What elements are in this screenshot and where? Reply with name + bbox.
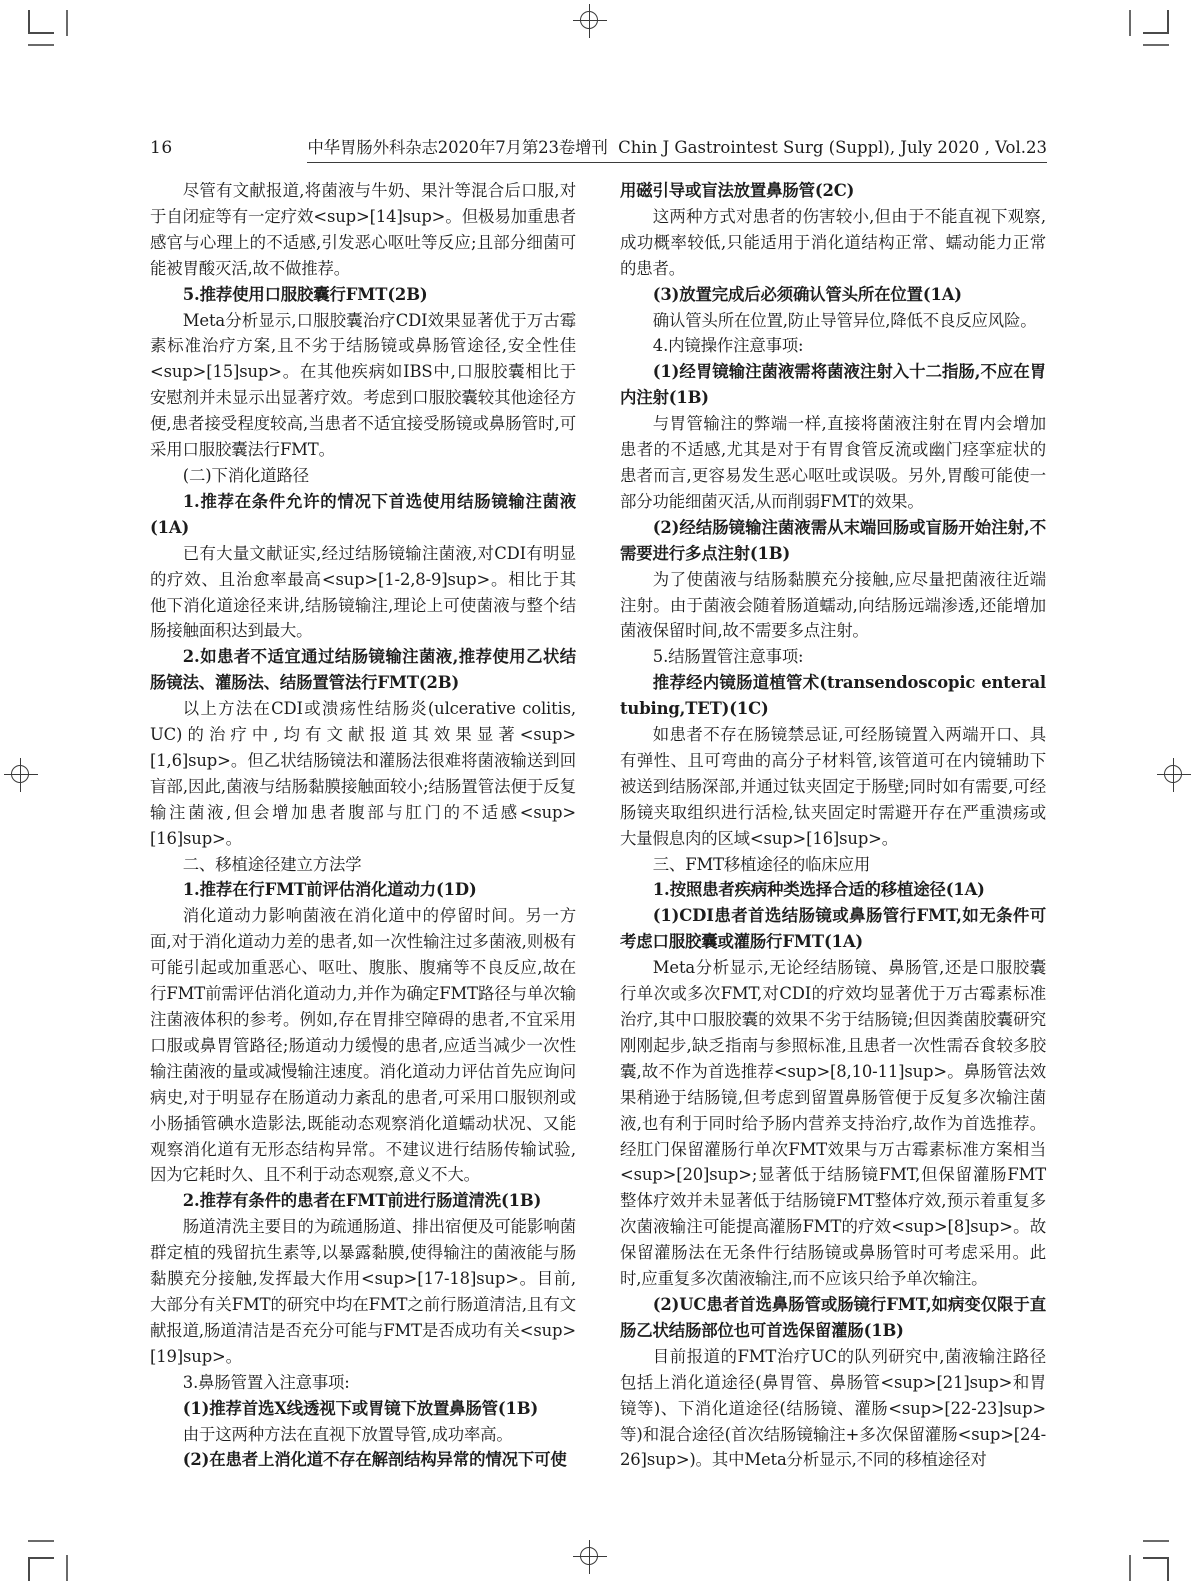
paragraph: 确认管头所在位置,防止导管异位,降低不良反应风险。 (652, 310, 1037, 330)
section-heading: (2)在患者上消化道不存在解剖结构异常的情况下可使 (182, 1450, 567, 1470)
crop-mark-bottom-right (1143, 1555, 1169, 1581)
running-head (307, 134, 1047, 163)
paragraph: 由于这两种方法在直视下放置导管,成功率高。 (182, 1424, 513, 1444)
paragraph: 为了使菌液与结肠黏膜充分接触,应尽量把菌液往近端注射。由于菌液会随着肠道蠕动,向结肠远端渗透,还能增加菌液保留时间,故不需要多点注射。 (620, 569, 1046, 641)
section-heading: (3)放置完成后必须确认管头所在位置(1A) (652, 284, 962, 304)
registration-mark-bottom (573, 1540, 607, 1574)
section-heading: 1.推荐在条件允许的情况下首选使用结肠镜输注菌液(1A) (150, 491, 576, 537)
section-heading: 3.鼻肠管置入注意事项: (182, 1372, 350, 1392)
crop-tick-top-right-2 (1143, 44, 1169, 46)
registration-mark-right (1157, 758, 1191, 792)
paragraph: 与胃管输注的弊端一样,直接将菌液注射在胃内会增加患者的不适感,尤其是对于有胃食管反流或幽门痉挛症状的患者而言,更容易发生恶心呕吐或误吸。另外,胃酸可能使一部分功能细菌灭活,从而削弱FMT的效果。 (620, 414, 1046, 511)
crop-mark-top-left (28, 10, 54, 36)
crop-mark-top-right (1143, 10, 1169, 36)
section-heading: 推荐经内镜肠道植管术(transendoscopic enteral tubing,TET)(1C) (620, 673, 1047, 719)
paragraph: Meta分析显示,无论经结肠镜、鼻肠管,还是口服胶囊行单次或多次FMT,对CDI的疗效均显著优于万古霉素标准治疗,其中口服胶囊的效果不劣于结肠镜;但因粪菌胶囊研究刚刚起步,缺乏指南与参照标准,且患者一次性需吞食较多胶囊,故不作为首选推荐<sup>[8,10-11]sup>。鼻肠管法效果稍逊于结肠镜,但考虑到留置鼻肠管便于反复多次输注菌液,也有利于同时给予肠内营养支持治疗,故作为首选推荐。经肛门保留灌肠行单次FMT效果与万古霉素标准方案相当<sup>[20]sup>;显著低于结肠镜FMT,但保留灌肠FMT整体疗效并未显著低于结肠镜FMT整体疗效,预示着重复多次菌液输注可能提高灌肠FMT的疗效<sup>[8]sup>。故保留灌肠法在无条件行结肠镜或鼻肠管时可考虑采用。此时,应重复多次菌液输注,而不应该只给予单次输注。 (620, 958, 1046, 1289)
section-heading: 2.如患者不适宜通过结肠镜输注菌液,推荐使用乙状结肠镜法、灌肠法、结肠置管法行FMT(2B) (150, 647, 576, 693)
section-heading: 1.推荐在行FMT前评估消化道动力(1D) (182, 880, 477, 900)
section-heading: 1.按照患者疾病种类选择合适的移植途径(1A) (652, 880, 985, 900)
paragraph: 目前报道的FMT治疗UC的队列研究中,菌液输注路径包括上消化道途径(鼻胃管、鼻肠管<sup>[21]sup>和胃镜等)、下消化道途径(结肠镜、灌肠<sup>[22-23]sup>等)和混合途径(首次结肠镜输注+多次保留灌肠<sup>[24-26]sup>)。其中Meta分析显示,不同的移植途径对 (620, 1346, 1047, 1470)
running-head-english: Chin J Gastrointest Surg (Suppl), July 2020 , Vol.23 (618, 138, 1047, 157)
column-right (620, 178, 1046, 1473)
crop-tick-bottom-right (1129, 1555, 1131, 1581)
registration-mark-top (573, 4, 607, 38)
section-heading: (1)经胃镜输注菌液需将菌液注射入十二指肠,不应在胃内注射(1B) (620, 362, 1046, 408)
paragraph: 肠道清洗主要目的为疏通肠道、排出宿便及可能影响菌群定植的残留抗生素等,以暴露黏膜,使得输注的菌液能与肠黏膜充分接触,发挥最大作用<sup>[17-18]sup>。目前,大部分有关FMT的研究中均在FMT之前行肠道清洁,且有文献报道,肠道清洁是否充分可能与FMT是否成功有关<sup>[19]sup>。 (150, 1217, 577, 1366)
folio-page-number: 16 (150, 138, 173, 158)
paragraph: 消化道动力影响菌液在消化道中的停留时间。另一方面,对于消化道动力差的患者,如一次性输注过多菌液,则极有可能引起或加重恶心、呕吐、腹胀、腹痛等不良反应,故在行FMT前需评估消化道动力,并作为确定FMT路径与单次输注菌液体积的参考。例如,存在胃排空障碍的患者,不宜采用口服或鼻胃管路径;肠道动力缓慢的患者,应适当减少一次性输注菌液的量或减慢输注速度。消化道动力评估首先应询问病史,对于明显存在肠道动力紊乱的患者,可采用口服钡剂或小肠插管碘水造影法,既能动态观察消化道蠕动状况、又能观察消化道有无形态结构异常。不建议进行结肠传输试验,因为它耗时久、且不利于动态观察,意义不大。 (150, 906, 576, 1185)
section-heading: 5.推荐使用口服胶囊行FMT(2B) (182, 284, 428, 304)
paragraph: 尽管有文献报道,将菌液与牛奶、果汁等混合后口服,对于自闭症等有一定疗效<sup>[14]sup>。但极易加重患者感官与心理上的不适感,引发恶心呕吐等反应;且部分细菌可能被胃酸灭活,故不做推荐。 (150, 181, 576, 278)
section-heading: 2.推荐有条件的患者在FMT前进行肠道清洗(1B) (182, 1191, 542, 1211)
section-heading: (2)经结肠镜输注菌液需从末端回肠或盲肠开始注射,不需要进行多点注射(1B) (620, 517, 1046, 563)
crop-mark-bottom-left (28, 1555, 54, 1581)
crop-tick-bottom-right-2 (1143, 1540, 1169, 1542)
paragraph: Meta分析显示,口服胶囊治疗CDI效果显著优于万古霉素标准治疗方案,且不劣于结肠镜或鼻肠管途径,安全性佳<sup>[15]sup>。在其他疾病如IBS中,口服胶囊相比于安慰剂并未显示出显著疗效。考虑到口服胶囊较其他途径方便,患者接受程度较高,当患者不适宜接受肠镜或鼻肠管时,可采用口服胶囊法行FMT。 (150, 310, 577, 460)
section-heading: 4.内镜操作注意事项: (652, 336, 804, 356)
paragraph: 以上方法在CDI或溃疡性结肠炎(ulcerative colitis, UC)的治疗中,均有文献报道其效果显著<sup>[1,6]sup>。但乙状结肠镜法和灌肠法很难将菌液输送到回盲部,因此,菌液与结肠黏膜接触面较小;结肠置管法便于反复输注菌液,但会增加患者腹部与肛门的不适感<sup>[16]sup>。 (150, 699, 576, 848)
section-heading: (2)UC患者首选鼻肠管或肠镜行FMT,如病变仅限于直肠乙状结肠部位也可首选保留灌肠(1B) (620, 1294, 1046, 1340)
section-heading: (二)下消化道路径 (182, 465, 309, 485)
running-head-chinese: 中华胃肠外科杂志2020年7月第23卷增刊 (307, 138, 608, 157)
crop-tick-bottom-left (66, 1555, 68, 1581)
crop-tick-top-left (66, 10, 68, 36)
paragraph: 这两种方式对患者的伤害较小,但由于不能直视下观察,成功概率较低,只能适用于消化道结构正常、蠕动能力正常的患者。 (620, 206, 1046, 278)
crop-tick-top-left-2 (28, 44, 54, 46)
section-heading: (1)推荐首选X线透视下或胃镜下放置鼻肠管(1B) (182, 1398, 539, 1418)
section-heading: 用磁引导或盲法放置鼻肠管(2C) (620, 181, 855, 200)
crop-tick-top-right (1129, 10, 1131, 36)
page-header (150, 132, 1047, 162)
section-heading: 三、FMT移植途径的临床应用 (652, 854, 871, 874)
article-body (150, 178, 1047, 1473)
section-heading: (1)CDI患者首选结肠镜或鼻肠管行FMT,如无条件可考虑口服胶囊或灌肠行FMT(1A) (620, 906, 1046, 952)
section-heading: 二、移植途径建立方法学 (182, 854, 362, 874)
paragraph: 已有大量文献证实,经过结肠镜输注菌液,对CDI有明显的疗效、且治愈率最高<sup>[1-2,8-9]sup>。相比于其他下消化道途径来讲,结肠镜输注,理论上可使菌液与整个结肠接触面积达到最大。 (150, 543, 576, 641)
registration-mark-left (4, 758, 38, 792)
paragraph: 如患者不存在肠镜禁忌证,可经肠镜置入两端开口、具有弹性、且可弯曲的高分子材料管,该管道可在内镜辅助下被送到结肠深部,并通过钛夹固定于肠壁;同时如有需要,可经肠镜夹取组织进行活检,钛夹固定时需避开存在严重溃疡或大量假息肉的区域<sup>[16]sup>。 (620, 725, 1046, 848)
column-left (150, 178, 576, 1473)
crop-tick-bottom-left-2 (28, 1540, 54, 1542)
section-heading: 5.结肠置管注意事项: (652, 647, 804, 667)
